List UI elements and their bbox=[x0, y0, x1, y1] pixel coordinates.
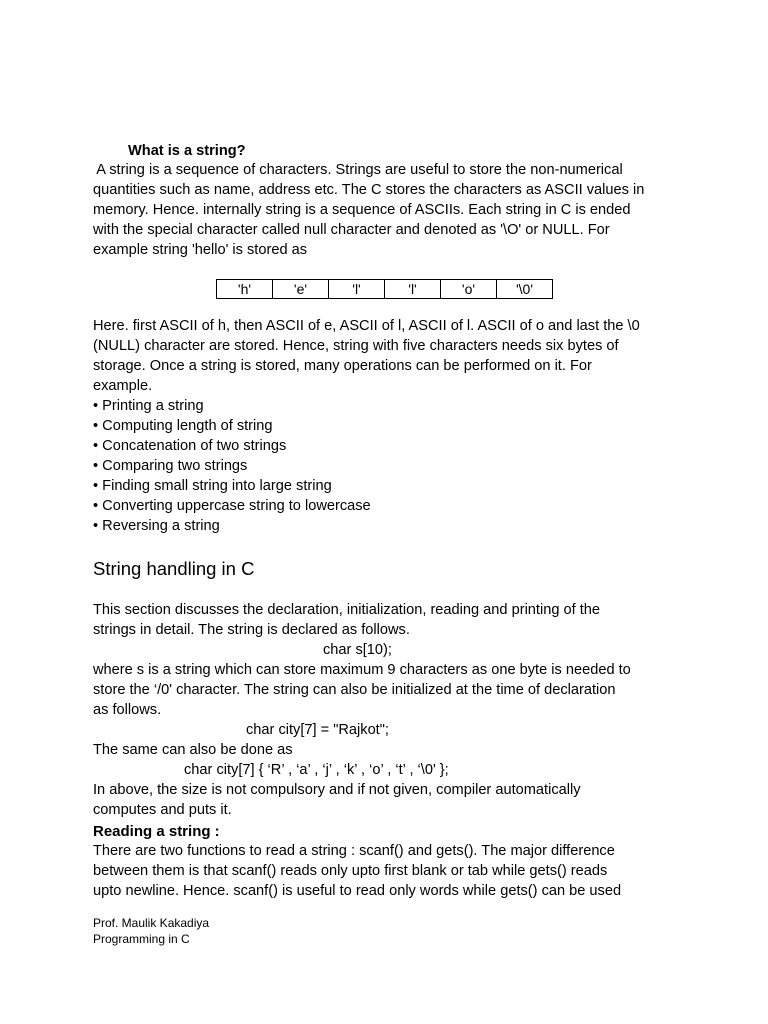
char-cell: 'h' bbox=[217, 280, 273, 299]
code-char-array: char city[7] { ‘R’ , ‘a’ , ‘j’ , ‘k’ , ‘o’ , ‘t’ , ‘\0' }; bbox=[184, 762, 449, 778]
paragraph-line: example. bbox=[93, 378, 153, 394]
paragraph-line: (NULL) character are stored. Hence, string with five characters needs six bytes of bbox=[93, 338, 619, 354]
paragraph-line: This section discusses the declaration, initialization, reading and printing of the bbox=[93, 602, 601, 618]
char-cell: 'e' bbox=[273, 280, 329, 299]
paragraph-line: strings in detail. The string is declared as follows. bbox=[93, 622, 410, 638]
heading-reading-string: Reading a string : bbox=[93, 823, 220, 840]
char-cell: 'l' bbox=[385, 280, 441, 299]
paragraph-line: memory. Hence. internally string is a sequence of ASCIIs. Each string in C is ended bbox=[93, 202, 631, 218]
paragraph-line: upto newline. Hence. scanf() is useful to read only words while gets() can be used bbox=[93, 883, 622, 899]
paragraph-line: A string is a sequence of characters. Strings are useful to store the non-numerical bbox=[93, 162, 623, 178]
paragraph-line: between them is that scanf() reads only upto first blank or tab while gets() reads bbox=[93, 863, 608, 879]
heading-string-handling: String handling in C bbox=[93, 558, 255, 579]
paragraph-line: computes and puts it. bbox=[93, 802, 232, 818]
paragraph-line: with the special character called null character and denoted as '\O' or NULL. For bbox=[93, 222, 610, 238]
heading-what-is-string: What is a string? bbox=[128, 143, 246, 159]
char-cell: 'o' bbox=[441, 280, 497, 299]
paragraph-line: storage. Once a string is stored, many operations can be performed on it. For bbox=[93, 358, 592, 374]
paragraph-line: store the ‘/0' character. The string can also be initialized at the time of declaration bbox=[93, 682, 616, 698]
code-initialization: char city[7] = "Rajkot"; bbox=[246, 722, 389, 738]
char-cell: 'l' bbox=[329, 280, 385, 299]
footer-author: Prof. Maulik Kakadiya bbox=[93, 916, 210, 930]
paragraph-line: example string 'hello' is stored as bbox=[93, 242, 308, 258]
paragraph-line: quantities such as name, address etc. The C stores the characters as ASCII values in bbox=[93, 182, 645, 198]
list-item: • Finding small string into large string bbox=[93, 478, 332, 494]
list-item: • Converting uppercase string to lowercase bbox=[93, 498, 371, 514]
table-row bbox=[217, 280, 553, 299]
list-item: • Concatenation of two strings bbox=[93, 438, 287, 454]
paragraph-line: where s is a string which can store maximum 9 characters as one byte is needed to bbox=[93, 662, 631, 678]
code-declaration: char s[10); bbox=[323, 642, 392, 658]
list-item: • Comparing two strings bbox=[93, 458, 248, 474]
char-cell: '\0' bbox=[497, 280, 553, 299]
paragraph-line: The same can also be done as bbox=[93, 742, 293, 758]
list-item: • Reversing a string bbox=[93, 518, 220, 534]
paragraph-line: as follows. bbox=[93, 702, 162, 718]
paragraph-line: In above, the size is not compulsory and if not given, compiler automatically bbox=[93, 782, 581, 798]
list-item: • Printing a string bbox=[93, 398, 204, 414]
hello-storage-table bbox=[216, 279, 553, 299]
footer-course: Programming in C bbox=[93, 932, 190, 946]
paragraph-line: There are two functions to read a string : scanf() and gets(). The major difference bbox=[93, 843, 615, 859]
paragraph-line: Here. first ASCII of h, then ASCII of e, ASCII of l, ASCII of l. ASCII of o and last the \0 bbox=[93, 318, 640, 334]
list-item: • Computing length of string bbox=[93, 418, 273, 434]
